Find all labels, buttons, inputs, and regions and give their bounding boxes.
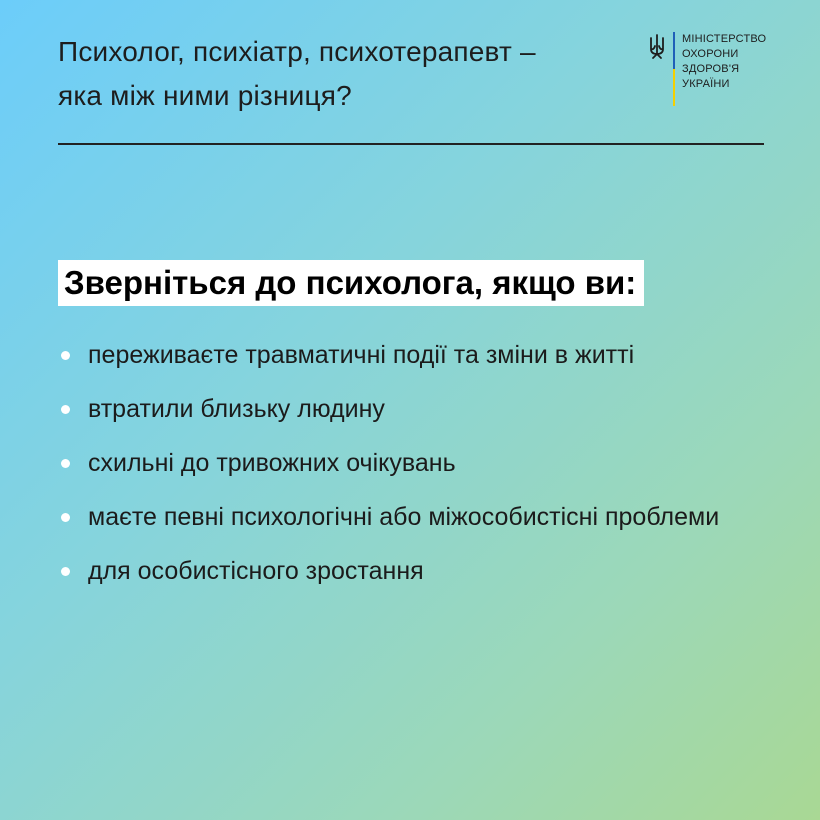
trident-icon: [648, 34, 666, 60]
list-item-text: схильні до тривожних очікувань: [88, 449, 456, 477]
bullet-icon: [61, 351, 70, 360]
bullet-icon: [61, 513, 70, 522]
ministry-name-line-3: ЗДОРОВ'Я: [682, 63, 740, 75]
section-heading: Зверніться до психолога, якщо ви:: [58, 260, 644, 306]
list-item-text: маєте певні психологічні або міжособистісні проблеми: [88, 503, 720, 531]
list-item: [58, 336, 758, 374]
ministry-name-line-2: ОХОРОНИ: [682, 48, 739, 60]
flag-bar: [673, 32, 675, 106]
title-divider: [58, 143, 764, 145]
ministry-name-line-4: УКРАЇНИ: [682, 78, 730, 90]
bullet-icon: [61, 567, 70, 576]
list-item-text: для особистісного зростання: [88, 557, 424, 585]
bullet-icon: [61, 405, 70, 414]
reasons-list: [58, 336, 758, 606]
list-item-text: переживаєте травматичні події та зміни в житті: [88, 341, 635, 369]
title-line-2: яка між ними різниця?: [58, 80, 352, 111]
list-item: [58, 390, 758, 428]
list-item: [58, 552, 758, 590]
bullet-icon: [61, 459, 70, 468]
list-item-text: втратили близьку людину: [88, 395, 385, 423]
ministry-logo: [648, 32, 766, 108]
page-title: [58, 30, 618, 118]
ministry-name-line-1: МІНІСТЕРСТВО: [682, 33, 767, 45]
list-item: [58, 444, 758, 482]
list-item: [58, 498, 758, 536]
title-line-1: Психолог, психіатр, психотерапевт –: [58, 36, 536, 67]
ministry-name: [682, 32, 766, 92]
